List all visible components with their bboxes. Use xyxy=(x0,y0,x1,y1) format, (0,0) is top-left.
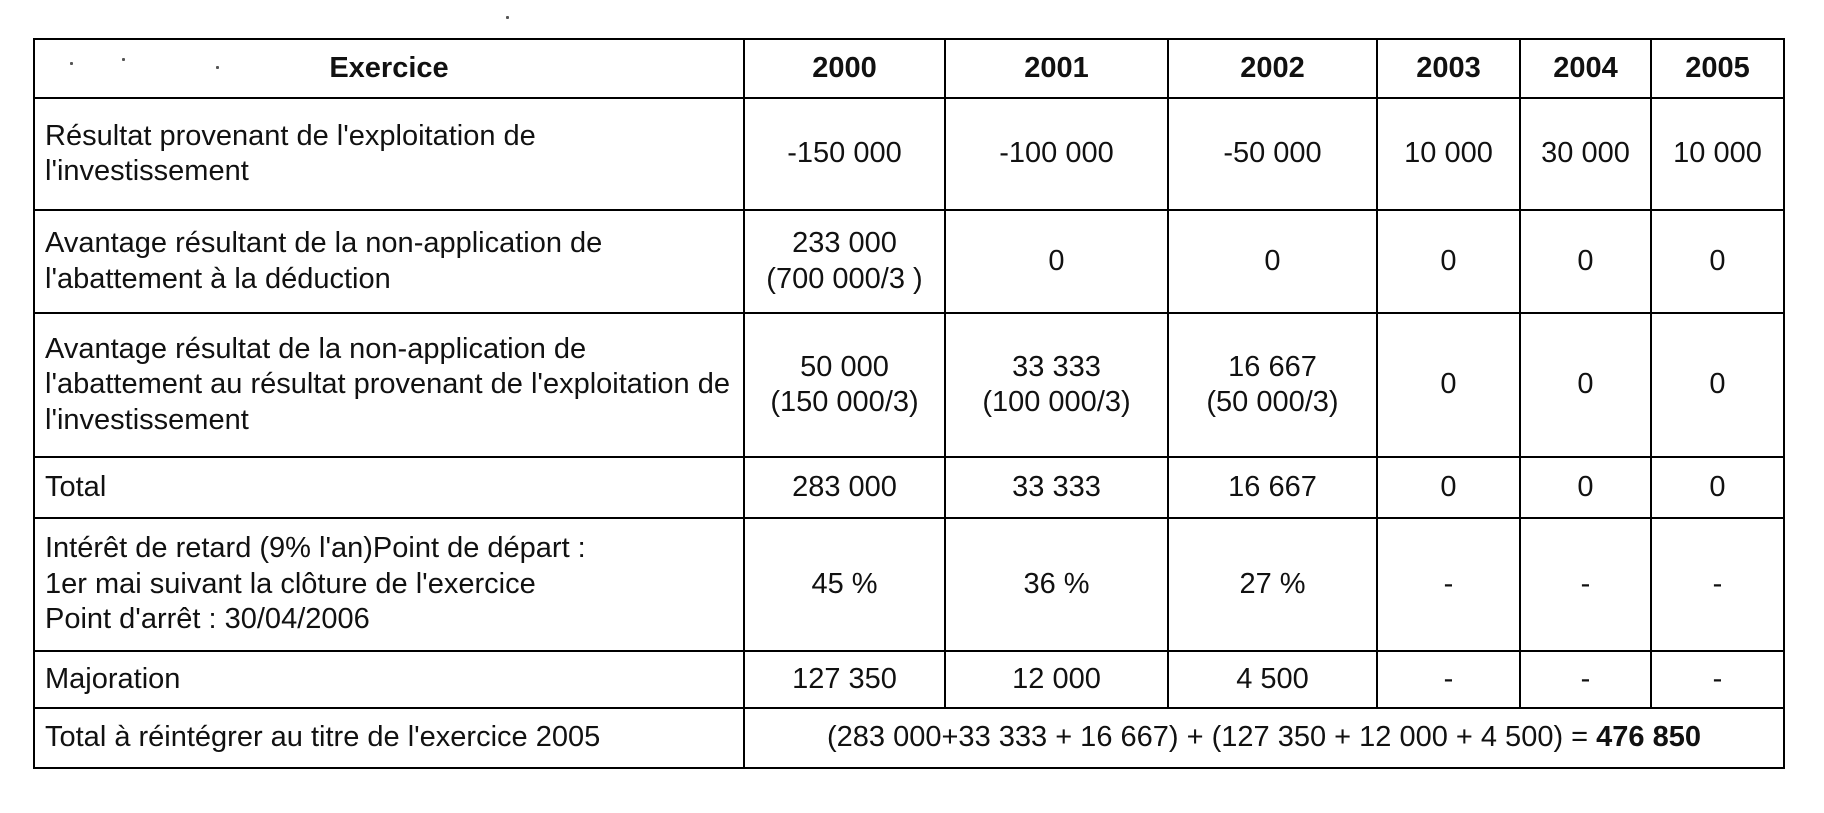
row-label: Avantage résultant de la non-application de l'abattement à la déduction xyxy=(34,210,744,313)
row-label: Avantage résultat de la non-application de l'abattement au résultat provenant de l'exploitation de l'investissement xyxy=(34,313,744,457)
table-row xyxy=(34,98,1784,210)
header-year: 2005 xyxy=(1651,39,1784,98)
table-row xyxy=(34,651,1784,708)
table-cell: - xyxy=(1651,518,1784,651)
header-year: 2000 xyxy=(744,39,945,98)
header-year: 2004 xyxy=(1520,39,1651,98)
total-row xyxy=(34,708,1784,768)
total-formula-cell xyxy=(744,708,1784,768)
table-row xyxy=(34,457,1784,518)
table-cell: 0 xyxy=(945,210,1168,313)
fiscal-table xyxy=(33,38,1785,769)
table-cell: -50 000 xyxy=(1168,98,1377,210)
table-cell: 0 xyxy=(1377,313,1520,457)
table-row xyxy=(34,313,1784,457)
header-year: 2001 xyxy=(945,39,1168,98)
table-cell: -150 000 xyxy=(744,98,945,210)
table-cell: - xyxy=(1377,651,1520,708)
table-row xyxy=(34,518,1784,651)
table-cell: 10 000 xyxy=(1377,98,1520,210)
row-label: Majoration xyxy=(34,651,744,708)
table-cell: 12 000 xyxy=(945,651,1168,708)
table-cell: 36 % xyxy=(945,518,1168,651)
total-label: Total à réintégrer au titre de l'exercice 2005 xyxy=(34,708,744,768)
table-cell: 233 000 (700 000/3 ) xyxy=(744,210,945,313)
row-label: Résultat provenant de l'exploitation de l'investissement xyxy=(34,98,744,210)
table-cell: 0 xyxy=(1520,210,1651,313)
row-label: Total xyxy=(34,457,744,518)
scan-speck xyxy=(506,16,509,19)
row-label: Intérêt de retard (9% l'an)Point de départ : 1er mai suivant la clôture de l'exercice Point d'arrêt : 30/04/2006 xyxy=(34,518,744,651)
table-cell: 33 333 (100 000/3) xyxy=(945,313,1168,457)
table-cell: 0 xyxy=(1651,457,1784,518)
table-row xyxy=(34,210,1784,313)
table-cell: - xyxy=(1377,518,1520,651)
table-cell: 30 000 xyxy=(1520,98,1651,210)
table-cell: 0 xyxy=(1377,457,1520,518)
table-cell: 127 350 xyxy=(744,651,945,708)
table-cell: 0 xyxy=(1377,210,1520,313)
total-formula: (283 000+33 333 + 16 667) + (127 350 + 12 000 + 4 500) = xyxy=(827,721,1597,754)
table-cell: - xyxy=(1651,651,1784,708)
table-cell: 27 % xyxy=(1168,518,1377,651)
table-cell: 0 xyxy=(1520,313,1651,457)
total-result: 476 850 xyxy=(1596,721,1701,754)
table-cell: 0 xyxy=(1520,457,1651,518)
table-cell: -100 000 xyxy=(945,98,1168,210)
header-year: 2002 xyxy=(1168,39,1377,98)
header-year: 2003 xyxy=(1377,39,1520,98)
header-exercice: Exercice xyxy=(34,39,744,98)
header-row xyxy=(34,39,1784,98)
table-cell: 0 xyxy=(1651,210,1784,313)
table-cell: 45 % xyxy=(744,518,945,651)
table-cell: 16 667 xyxy=(1168,457,1377,518)
table-cell: 0 xyxy=(1168,210,1377,313)
table-cell: 283 000 xyxy=(744,457,945,518)
table-cell: 4 500 xyxy=(1168,651,1377,708)
table-cell: 33 333 xyxy=(945,457,1168,518)
table-cell: 50 000 (150 000/3) xyxy=(744,313,945,457)
table-cell: 10 000 xyxy=(1651,98,1784,210)
table-cell: 0 xyxy=(1651,313,1784,457)
table-cell: - xyxy=(1520,518,1651,651)
table-cell: - xyxy=(1520,651,1651,708)
table-cell: 16 667 (50 000/3) xyxy=(1168,313,1377,457)
